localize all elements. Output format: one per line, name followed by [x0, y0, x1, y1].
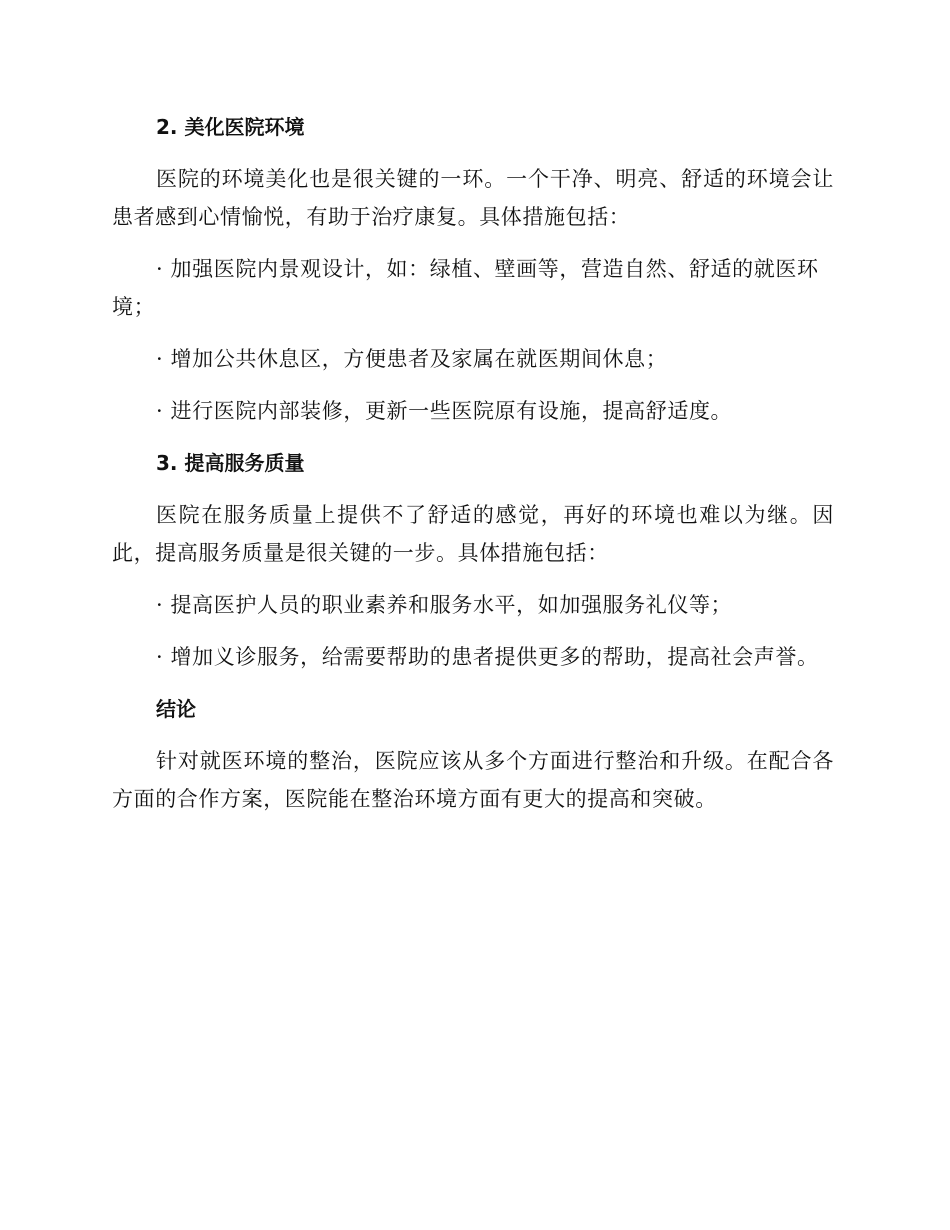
list-item: · 进行医院内部装修，更新一些医院原有设施，提高舒适度。	[156, 399, 733, 423]
section-paragraph: 医院的环境美化也是很关键的一环。一个干净、明亮、舒适的环境会让患者感到心情愉悦，有助于治疗康复。具体措施包括：	[112, 167, 834, 229]
list-item: · 提高医护人员的职业素养和服务水平，如加强服务礼仪等；	[156, 593, 733, 617]
section-heading: 2. 美化医院环境	[156, 115, 305, 139]
list-item: · 增加义诊服务，给需要帮助的患者提供更多的帮助，提高社会声誉。	[156, 645, 819, 669]
list-item: · 加强医院内景观设计，如：绿植、壁画等，营造自然、舒适的就医环境；	[112, 257, 819, 319]
section-improve-service	[112, 444, 834, 676]
section-heading: 3. 提高服务质量	[156, 451, 305, 475]
section-conclusion	[112, 690, 834, 818]
list-item: · 增加公共休息区，方便患者及家属在就医期间休息；	[156, 347, 668, 371]
section-paragraph: 医院在服务质量上提供不了舒适的感觉，再好的环境也难以为继。因此，提高服务质量是很关键的一步。具体措施包括：	[112, 503, 834, 565]
conclusion-heading: 结论	[156, 697, 196, 721]
section-beautify-environment	[112, 108, 834, 430]
conclusion-paragraph: 针对就医环境的整治，医院应该从多个方面进行整治和升级。在配合各方面的合作方案，医院能在整治环境方面有更大的提高和突破。	[112, 749, 834, 811]
document-body	[112, 108, 834, 832]
